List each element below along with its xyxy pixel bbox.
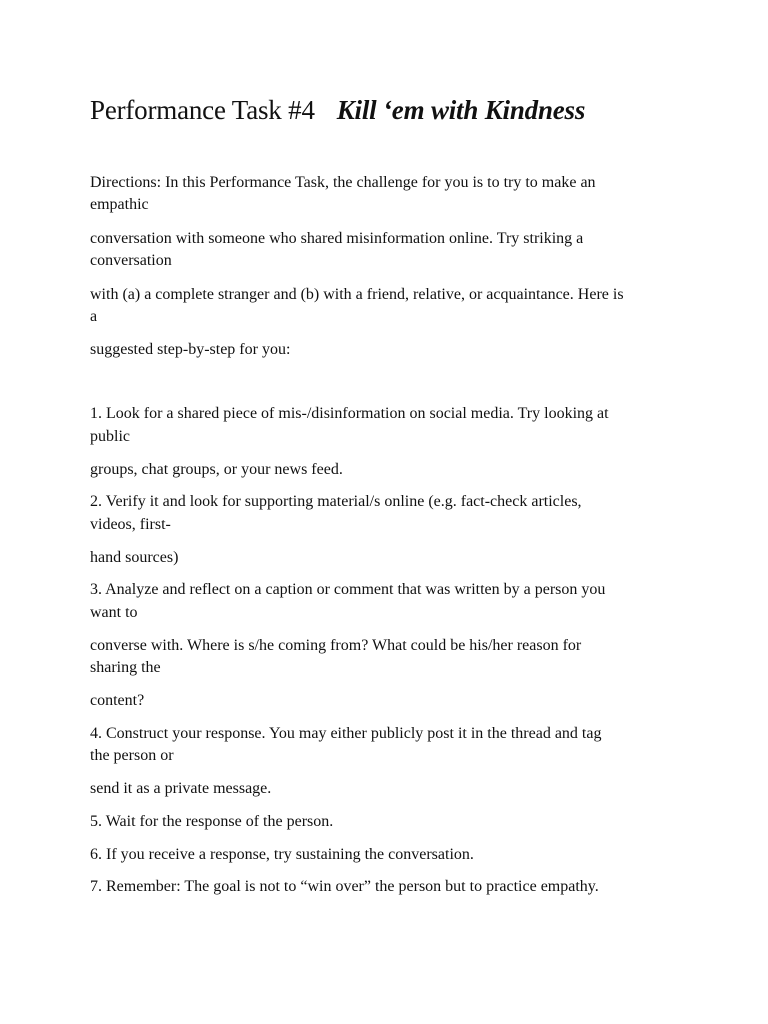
- step-3-line-1: 3. Analyze and reflect on a caption or comment that was written by a person you: [90, 581, 606, 598]
- directions-line-4: conversation: [90, 252, 172, 269]
- directions-line-1: Directions: In this Performance Task, the challenge for you is to try to make an: [90, 174, 596, 191]
- step-3-line-5: content?: [90, 692, 145, 709]
- directions-line-6: a: [90, 308, 98, 325]
- page-title: [90, 93, 585, 127]
- title-text: Performance Task #4: [90, 95, 315, 125]
- step-2-line-1: 2. Verify it and look for supporting material/s online (e.g. fact-check articles,: [90, 493, 582, 510]
- step-5-line: 5. Wait for the response of the person.: [90, 813, 334, 830]
- step-2-line-3: hand sources): [90, 549, 179, 566]
- step-2-line-2: videos, first-: [90, 516, 171, 533]
- title-subtitle: Kill ‘em with Kindness: [336, 95, 586, 125]
- directions-line-5: with (a) a complete stranger and (b) with a friend, relative, or acquaintance. Here is: [90, 286, 624, 303]
- step-3-line-2: want to: [90, 604, 138, 621]
- step-1-line-2: public: [90, 428, 130, 445]
- step-7-line: 7. Remember: The goal is not to “win over” the person but to practice empathy.: [90, 878, 599, 895]
- step-4-line-1: 4. Construct your response. You may either publicly post it in the thread and tag: [90, 725, 602, 742]
- step-4-line-3: send it as a private message.: [90, 780, 272, 797]
- directions-line-3: conversation with someone who shared misinformation online. Try striking a: [90, 230, 584, 247]
- step-4-line-2: the person or: [90, 747, 174, 764]
- directions-line-2: empathic: [90, 196, 149, 213]
- directions-line-7: suggested step-by-step for you:: [90, 341, 291, 358]
- step-1-line-3: groups, chat groups, or your news feed.: [90, 461, 343, 478]
- step-6-line: 6. If you receive a response, try sustaining the conversation.: [90, 846, 474, 863]
- step-3-line-3: converse with. Where is s/he coming from? What could be his/her reason for: [90, 637, 582, 654]
- step-1-line-1: 1. Look for a shared piece of mis-/disinformation on social media. Try looking at: [90, 405, 609, 422]
- step-3-line-4: sharing the: [90, 659, 161, 676]
